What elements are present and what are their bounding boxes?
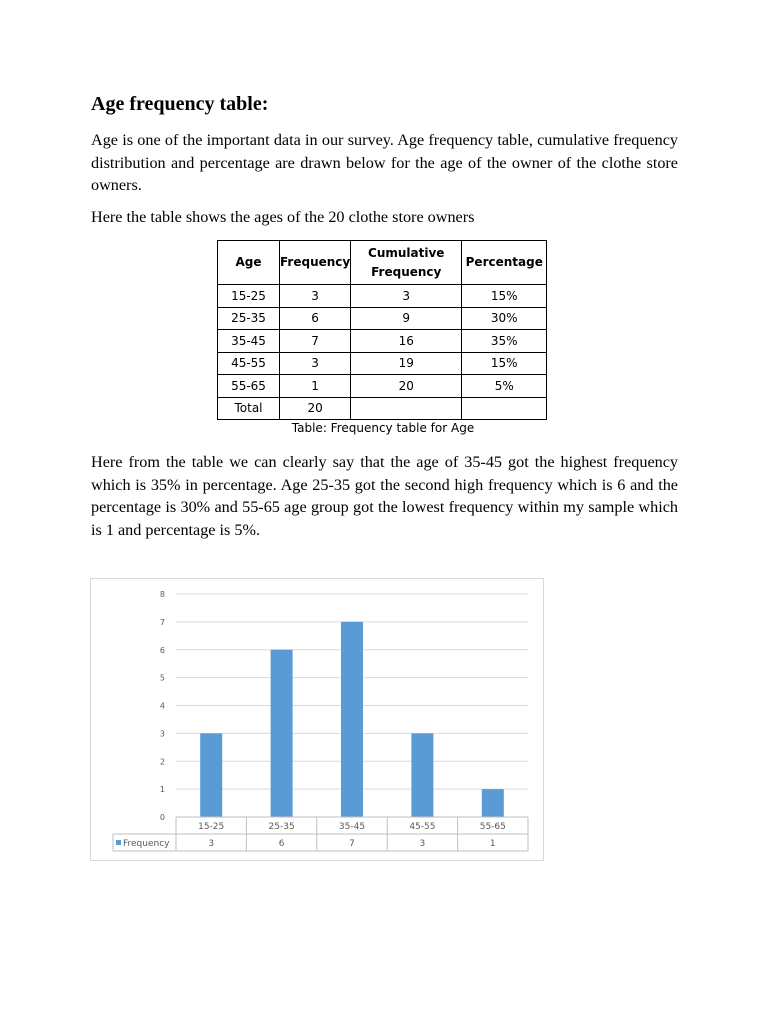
cell-percentage: 5% [462,375,547,398]
cell-age: 25-35 [218,307,280,330]
cell-frequency: 6 [280,307,351,330]
table-caption: Table: Frequency table for Age [291,421,475,435]
cell-cumulative: 3 [351,285,462,308]
header-cumulative-line2: Frequency [371,264,442,279]
cell-frequency: 1 [280,375,351,398]
data-table-value: 6 [278,839,285,849]
header-percentage: Percentage [462,241,547,285]
intro-paragraph: Age is one of the important data in our survey. Age frequency table, cumulative frequency distribution and percentage are drawn below for the age of the owner of the clothe store owners. [91,131,678,194]
cell-cumulative: 9 [351,307,462,330]
data-table-value: 3 [208,839,215,849]
table-row [218,352,547,375]
bar [411,733,433,817]
table-row [218,330,547,353]
cell-age: 45-55 [218,352,280,375]
cell-age: 15-25 [218,285,280,308]
table-row [218,307,547,330]
y-tick-label: 1 [159,785,165,795]
cell-total-label: Total [218,397,280,420]
bar [271,650,293,817]
table-row [218,375,547,398]
frequency-bar-chart [90,578,544,861]
y-tick-label: 7 [159,617,165,627]
header-cumulative-frequency [351,241,462,285]
x-category-label: 55-65 [479,822,506,832]
x-category-label: 25-35 [268,822,295,832]
bar [341,622,363,817]
data-table-value: 3 [419,839,426,849]
chart-canvas [91,579,543,860]
cell-percentage: 15% [462,285,547,308]
y-tick-label: 0 [159,813,165,822]
y-tick-label: 3 [159,729,165,739]
table-total-row [218,397,547,420]
y-tick-label: 8 [159,590,165,599]
data-table-value: 1 [489,839,496,849]
x-category-label: 35-45 [338,822,366,832]
cell-total-cumulative [351,397,462,420]
section-heading: Age frequency table: [91,93,269,115]
cell-percentage: 15% [462,352,547,375]
cell-frequency: 3 [280,352,351,375]
table-header-row [218,241,547,285]
bar [200,733,222,817]
analysis-paragraph: Here from the table we can clearly say that the age of 35-45 got the highest frequency which is 35% in percentage. Age 25-35 got the second high frequency which is 6 and the percentage is 30% and 55-65 age group got the lowest frequency within my sample which is 1 and percentage is 5%. [91,453,678,539]
cell-frequency: 3 [280,285,351,308]
cell-total-frequency: 20 [280,397,351,420]
cell-percentage: 35% [462,330,547,353]
y-tick-label: 6 [159,645,165,655]
legend-label: Frequency [123,839,170,849]
y-tick-label: 4 [159,701,165,711]
frequency-table [217,240,547,420]
data-table-value: 7 [349,839,355,849]
header-cumulative-line1: Cumulative [368,245,445,260]
cell-age: 55-65 [218,375,280,398]
y-tick-label: 5 [159,673,165,683]
cell-total-percentage [462,397,547,420]
header-frequency: Frequency [280,241,351,285]
cell-cumulative: 20 [351,375,462,398]
x-category-label: 15-25 [198,822,225,832]
legend-swatch [116,840,121,845]
cell-cumulative: 19 [351,352,462,375]
cell-frequency: 7 [280,330,351,353]
x-category-label: 45-55 [409,822,436,832]
cell-age: 35-45 [218,330,280,353]
header-age: Age [218,241,280,285]
table-intro-paragraph: Here the table shows the ages of the 20 clothe store owners [91,208,475,226]
cell-cumulative: 16 [351,330,462,353]
bar [482,789,504,817]
cell-percentage: 30% [462,307,547,330]
y-tick-label: 2 [159,757,165,767]
table-row [218,285,547,308]
